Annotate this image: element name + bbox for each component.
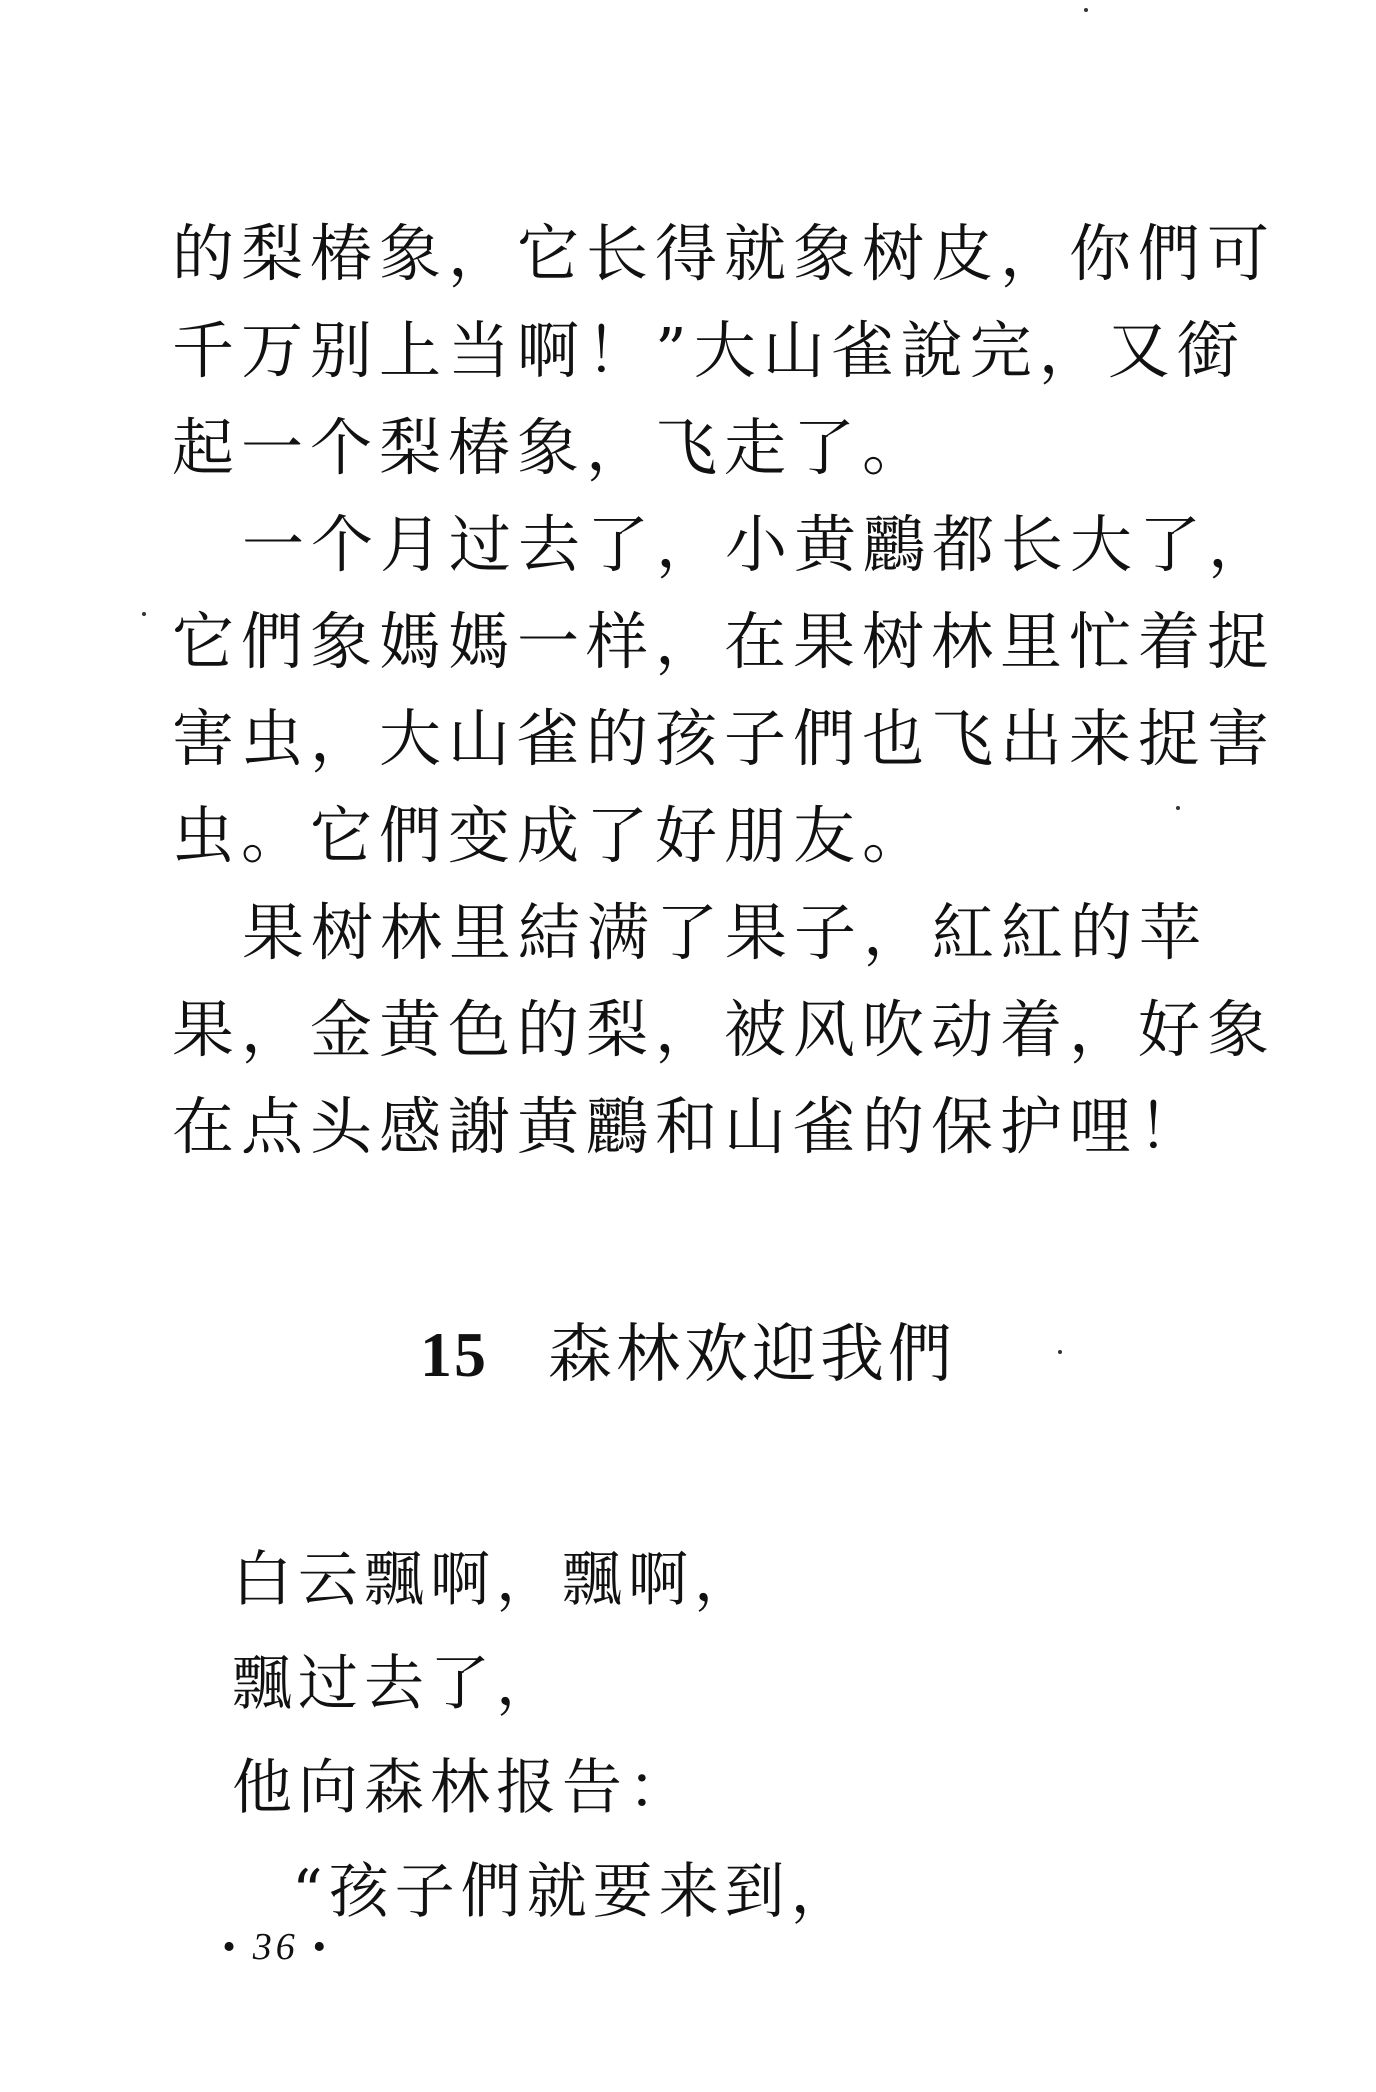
paragraph-orchard-fruit: 果树林里結满了果子，紅紅的苹果，金黄色的梨，被风吹动着，好象在点头感謝黄鸝和山雀的保护哩！ (172, 896, 1277, 1163)
page-number: • 36 • (222, 1926, 330, 1968)
speck-mark (1058, 1350, 1062, 1354)
paragraph-continued: 的梨椿象，它长得就象树皮，你們可千万别上当啊！”大山雀說完，又銜起一个梨椿象，飞走了。 (172, 217, 1277, 484)
chapter-heading (0, 1310, 1376, 1400)
speck-mark (1084, 8, 1088, 12)
paragraph-orioles-grown: 一个月过去了，小黄鸝都长大了，它們象媽媽一样，在果树林里忙着捉害虫，大山雀的孩子們也飞出来捉害虫。它們变成了好朋友。 (172, 508, 1278, 872)
poem-line: “孩子們就要来到， (292, 1857, 857, 1927)
prose-block (172, 205, 1288, 1175)
speck-mark (1176, 806, 1180, 810)
chapter-number: 15 (420, 1319, 488, 1390)
chapter-title: 森林欢迎我們 (548, 1318, 956, 1392)
poem-line: 他向森林报告： (232, 1753, 694, 1823)
poem-block (232, 1528, 857, 1944)
poem-line: 飄过去了， (232, 1649, 562, 1719)
speck-mark (142, 612, 146, 616)
poem-line: 白云飄啊，飄啊， (232, 1545, 760, 1615)
